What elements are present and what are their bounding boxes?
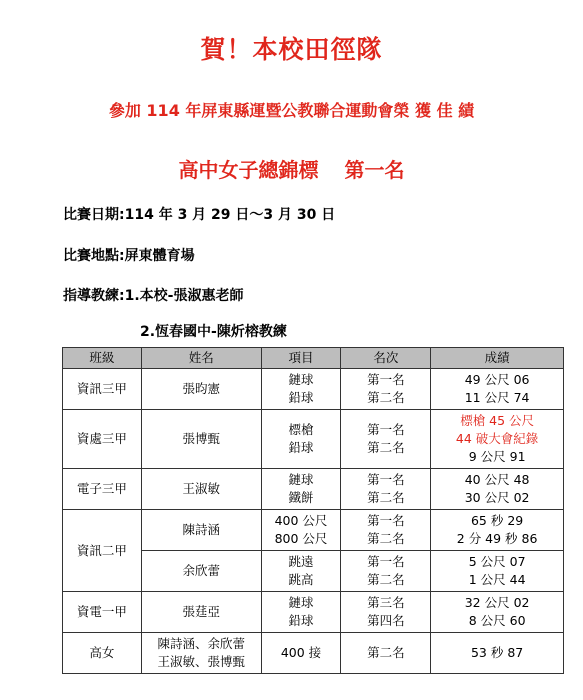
header-rank: 名次	[341, 348, 431, 369]
record-note-line: 標槍 45 公尺	[460, 413, 535, 428]
subtitle-post: 年屏東縣運暨公教聯合運動會榮	[185, 101, 410, 120]
rank-line: 第一名	[367, 513, 405, 528]
result-cell	[431, 510, 564, 551]
record-note-line: 44 破大會紀錄	[455, 431, 539, 446]
competition-date: 比賽日期:114 年 3 月 29 日～3 月 30 日	[63, 207, 336, 223]
event-cell	[261, 369, 341, 410]
rank-line: 第三名	[367, 595, 405, 610]
class-cell: 資訊三甲	[63, 369, 142, 410]
name-cell: 張莛亞	[141, 592, 261, 633]
event-line: 跳遠	[288, 554, 314, 569]
rank-line: 第一名	[367, 554, 405, 569]
coach-1: 指導教練:1.本校-張淑惠老師	[63, 288, 244, 304]
rank-line: 第二名	[367, 390, 405, 405]
result-cell	[431, 410, 564, 469]
event-cell: 400 接	[261, 633, 341, 674]
rank-cell	[341, 510, 431, 551]
event-cell	[261, 469, 341, 510]
event-line: 標槍	[288, 422, 314, 437]
table-row	[63, 592, 564, 633]
class-cell: 資電一甲	[63, 592, 142, 633]
competition-venue: 比賽地點:屏東體育場	[63, 248, 195, 264]
coach-2: 2.恆春國中-陳炘榕教練	[140, 324, 287, 340]
class-cell: 高女	[63, 633, 142, 674]
event-line: 鐵餅	[288, 490, 314, 505]
class-cell: 資訊二甲	[63, 510, 142, 592]
event-cell	[261, 592, 341, 633]
result-cell	[431, 369, 564, 410]
rank-cell	[341, 410, 431, 469]
result-line: 11 公尺 74	[464, 390, 530, 405]
name-line: 王淑敏、張博甄	[157, 654, 245, 669]
rank-line: 第一名	[367, 422, 405, 437]
award-name: 高中女子總錦標	[178, 158, 319, 182]
event-line: 鉛球	[288, 613, 314, 628]
page-title: 賀！本校田徑隊	[200, 35, 383, 64]
result-line: 32 公尺 02	[464, 595, 530, 610]
result-cell	[431, 469, 564, 510]
result-line: 30 公尺 02	[464, 490, 530, 505]
header-result: 成績	[431, 348, 564, 369]
class-cell: 資處三甲	[63, 410, 142, 469]
name-cell: 張博甄	[141, 410, 261, 469]
table-row	[63, 469, 564, 510]
class-cell: 電子三甲	[63, 469, 142, 510]
table-row	[63, 633, 564, 674]
event-line: 鉛球	[288, 440, 314, 455]
event-subtitle	[0, 98, 583, 121]
event-cell	[261, 410, 341, 469]
rank-line: 第一名	[367, 372, 405, 387]
event-line: 400 公尺	[274, 513, 328, 528]
table-row	[63, 410, 564, 469]
name-cell	[141, 633, 261, 674]
rank-cell	[341, 369, 431, 410]
result-line: 5 公尺 07	[468, 554, 526, 569]
name-cell: 陳詩涵	[141, 510, 261, 551]
event-line: 鏈球	[288, 372, 314, 387]
rank-line: 第二名	[367, 572, 405, 587]
table-row	[63, 510, 564, 551]
event-line: 鏈球	[288, 472, 314, 487]
header-name: 姓名	[141, 348, 261, 369]
event-cell	[261, 510, 341, 551]
rank-line: 第四名	[367, 613, 405, 628]
results-table	[62, 347, 564, 674]
result-line: 1 公尺 44	[468, 572, 526, 587]
rank-cell	[341, 551, 431, 592]
result-cell: 53 秒 87	[431, 633, 564, 674]
name-line: 陳詩涵、余欣蕾	[157, 636, 245, 651]
name-cell: 王淑敏	[141, 469, 261, 510]
rank-cell: 第二名	[341, 633, 431, 674]
event-cell	[261, 551, 341, 592]
result-line: 49 公尺 06	[464, 372, 530, 387]
rank-line: 第二名	[367, 531, 405, 546]
rank-line: 第一名	[367, 472, 405, 487]
result-cell	[431, 551, 564, 592]
subtitle-honor: 獲 佳 績	[415, 101, 475, 120]
event-line: 800 公尺	[274, 531, 328, 546]
table-header-row	[63, 348, 564, 369]
award-rank: 第一名	[344, 158, 405, 182]
table-row	[63, 369, 564, 410]
event-line: 跳高	[288, 572, 314, 587]
result-line: 8 公尺 60	[468, 613, 526, 628]
name-cell: 張昀憲	[141, 369, 261, 410]
result-cell	[431, 592, 564, 633]
result-line: 40 公尺 48	[464, 472, 530, 487]
rank-line: 第二名	[367, 490, 405, 505]
event-line: 鏈球	[288, 595, 314, 610]
result-line: 2 分 49 秒 86	[456, 531, 538, 546]
rank-cell	[341, 469, 431, 510]
name-cell: 余欣蕾	[141, 551, 261, 592]
subtitle-year: 114	[146, 101, 180, 120]
rank-cell	[341, 592, 431, 633]
award-headline	[0, 154, 583, 183]
subtitle-pre: 參加	[108, 101, 141, 120]
header-class: 班級	[63, 348, 142, 369]
header-event: 項目	[261, 348, 341, 369]
result-line: 9 公尺 91	[468, 449, 526, 464]
rank-line: 第二名	[367, 440, 405, 455]
event-line: 鉛球	[288, 390, 314, 405]
result-line: 65 秒 29	[470, 513, 524, 528]
